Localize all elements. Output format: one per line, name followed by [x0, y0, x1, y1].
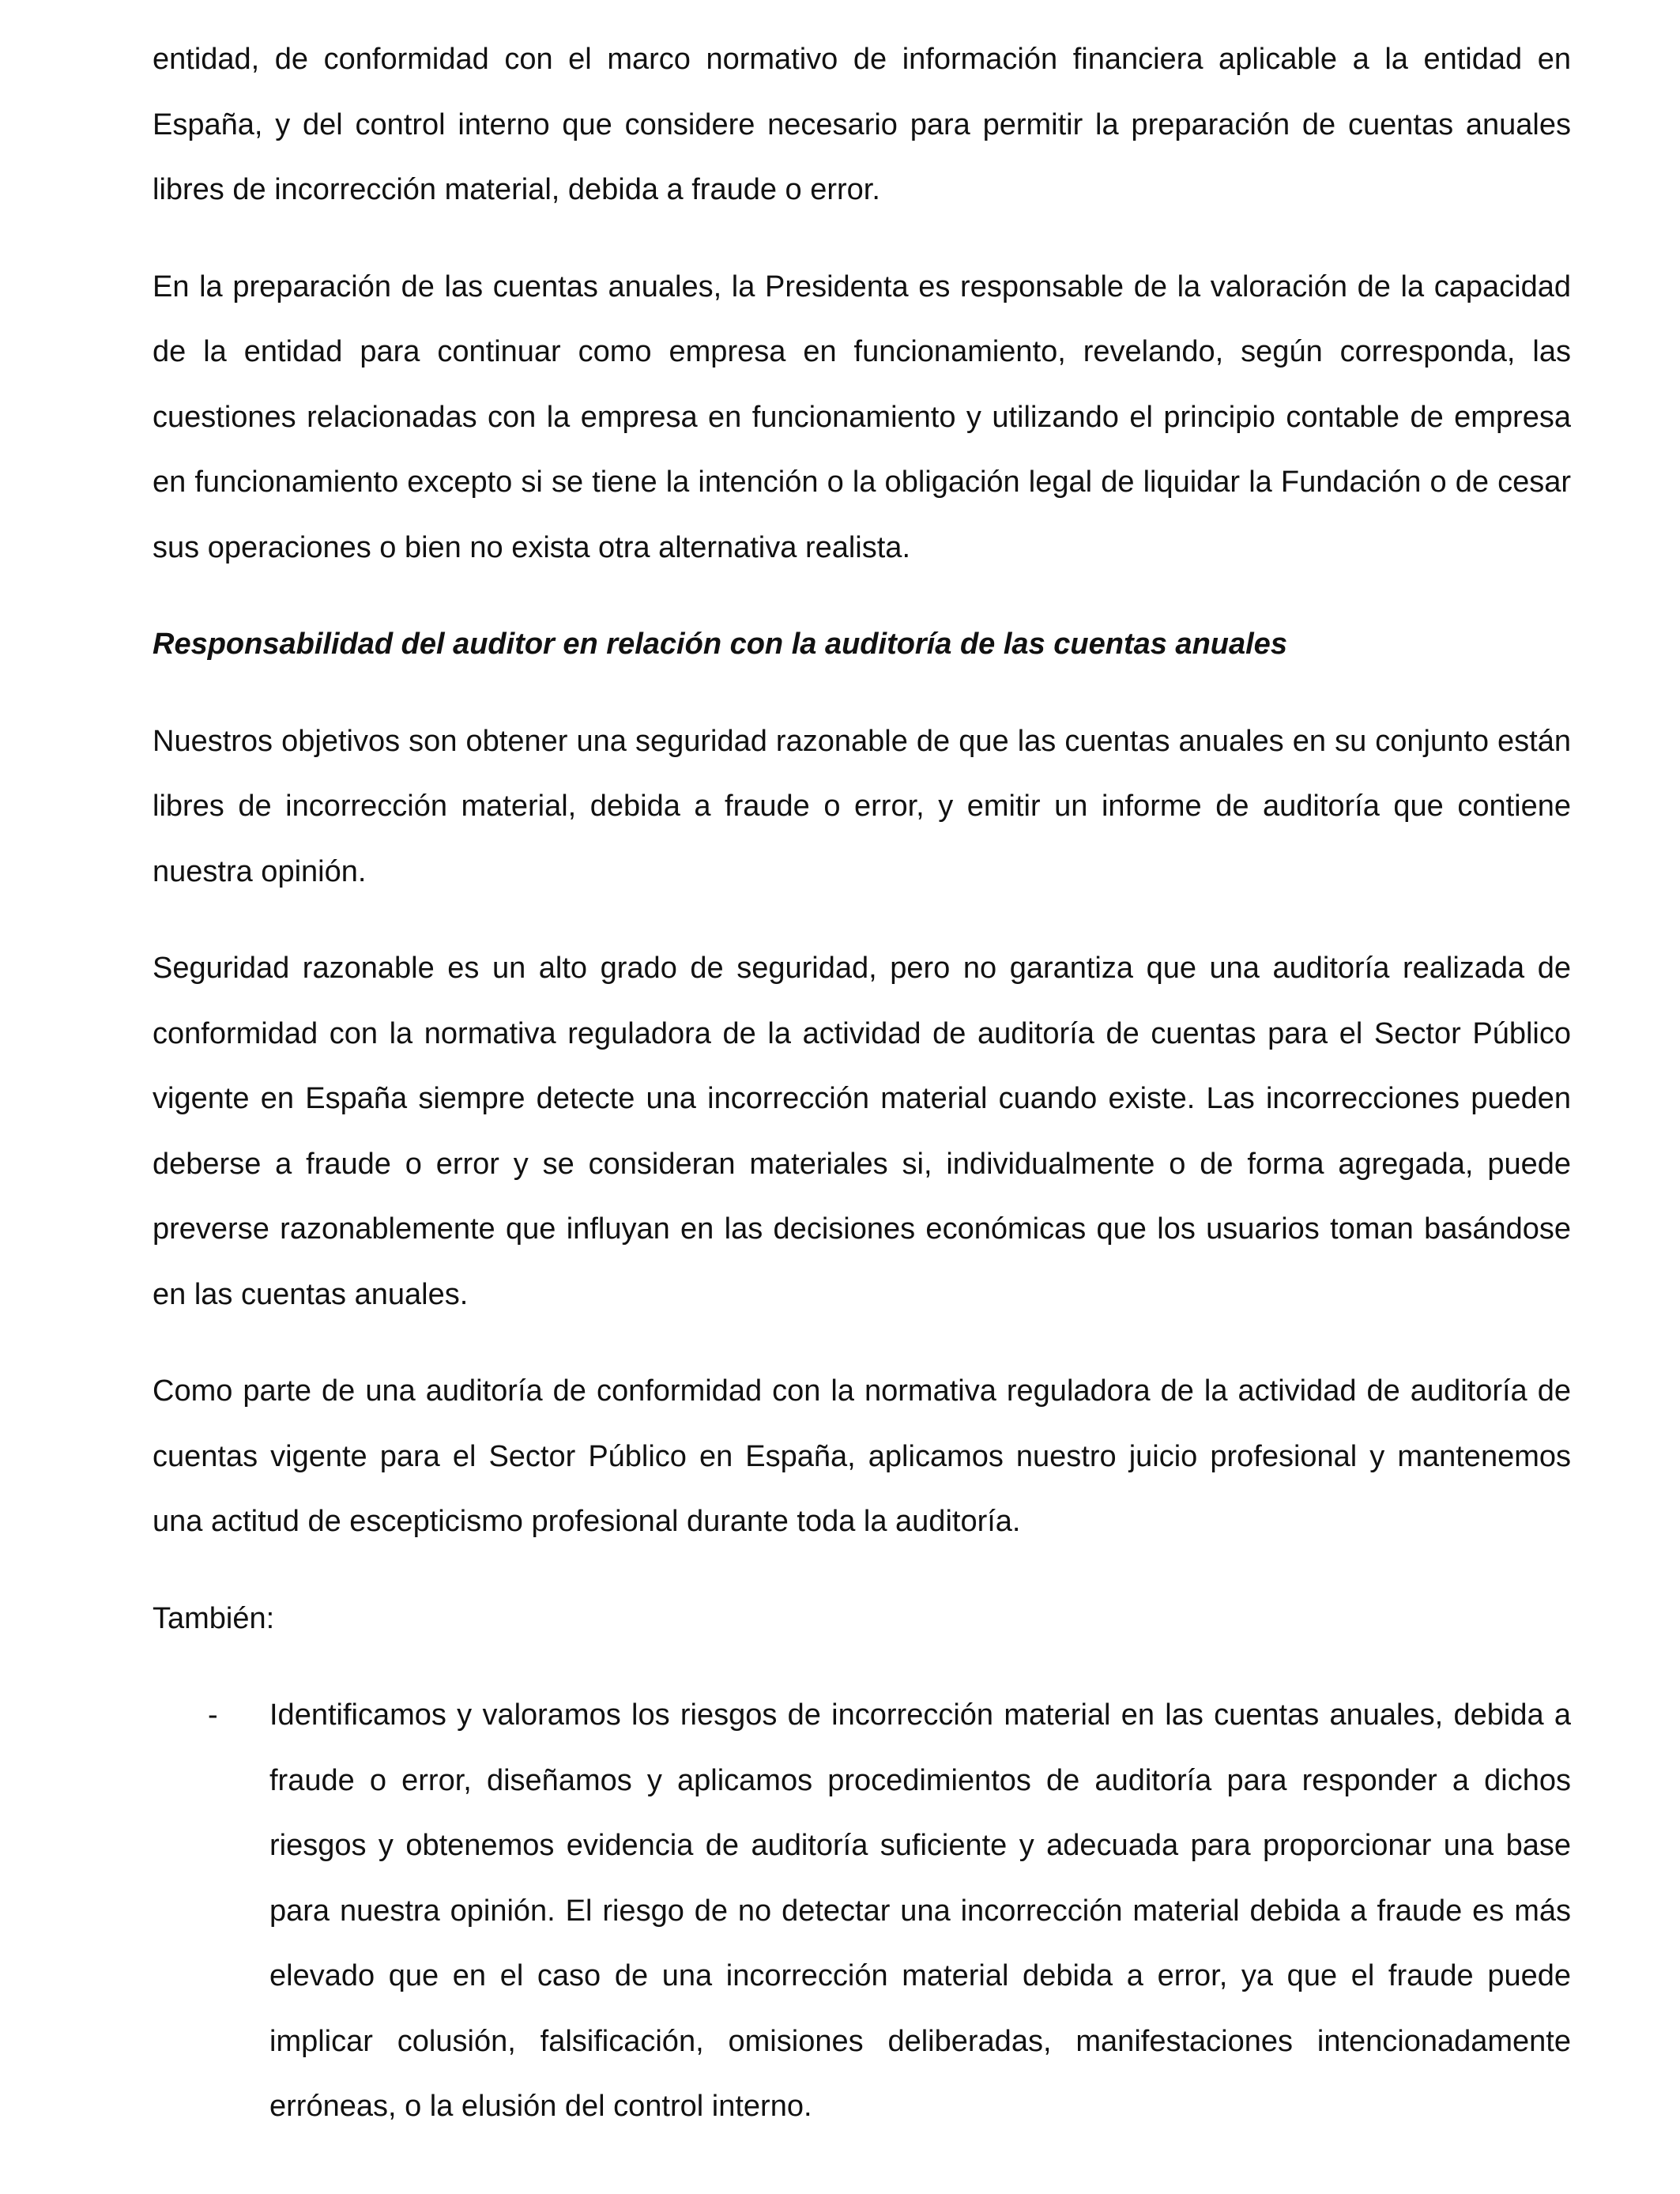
- paragraph-empresa-en-funcionamiento: En la preparación de las cuentas anuales, la Presidenta es responsable de la valoración de la capacidad de la entidad para continuar como empresa en funcionamiento, revelando, según corresponda, las cuestiones relacionadas con la empresa en funcionamiento y utilizando el principio contable de empresa en funcionamiento excepto si se tiene la intención o la obligación legal de liquidar la Fundación o de cesar sus operaciones o bien no exista otra alternativa realista.: [153, 270, 1571, 564]
- section-heading: Responsabilidad del auditor en relación con la auditoría de las cuentas anuales: [153, 628, 1287, 661]
- procedures-list: [153, 1683, 1571, 2139]
- document-page: [153, 27, 1571, 2139]
- paragraph-seguridad-razonable: Seguridad razonable es un alto grado de seguridad, pero no garantiza que una auditoría realizada de conformidad con la normativa reguladora de la actividad de auditoría de cuentas para el Sector Público vigente en España siempre detecte una incorrección material cuando existe. Las incorrecciones pueden deberse a fraude o error y se consideran materiales si, individualmente o de forma agregada, puede preverse razonablemente que influyan en las decisiones económicas que los usuarios toman basándose en las cuentas anuales.: [153, 952, 1571, 1311]
- paragraph-tambien: También:: [153, 1601, 275, 1635]
- list-bullet: -: [208, 1698, 218, 1732]
- list-item: [153, 1683, 1571, 2139]
- paragraph-juicio-profesional: Como parte de una auditoría de conformidad con la normativa reguladora de la actividad de auditoría de cuentas vigente para el Sector Público en España, aplicamos nuestro juicio profesional y mantenemos una actitud de escepticismo profesional durante toda la auditoría.: [153, 1374, 1571, 1538]
- paragraph-objetivos: Nuestros objetivos son obtener una seguridad razonable de que las cuentas anuales en su conjunto están libres de incorrección material, debida a fraude o error, y emitir un informe de auditoría que contiene nuestra opinión.: [153, 724, 1571, 888]
- paragraph-control-interno: entidad, de conformidad con el marco normativo de información financiera aplicable a la entidad en España, y del control interno que considere necesario para permitir la preparación de cuentas anuales libres de incorrección material, debida a fraude o error.: [153, 43, 1571, 206]
- list-item-text: Identificamos y valoramos los riesgos de incorrección material en las cuentas anuales, debida a fraude o error, diseñamos y aplicamos procedimientos de auditoría para responder a dichos riesgos y obtenemos evidencia de auditoría suficiente y adecuada para proporcionar una base para nuestra opinión. El riesgo de no detectar una incorrección material debida a fraude es más elevado que en el caso de una incorrección material debida a error, ya que el fraude puede implicar colusión, falsificación, omisiones deliberadas, manifestaciones intencionadamente erróneas, o la elusión del control interno.: [269, 1698, 1571, 2123]
